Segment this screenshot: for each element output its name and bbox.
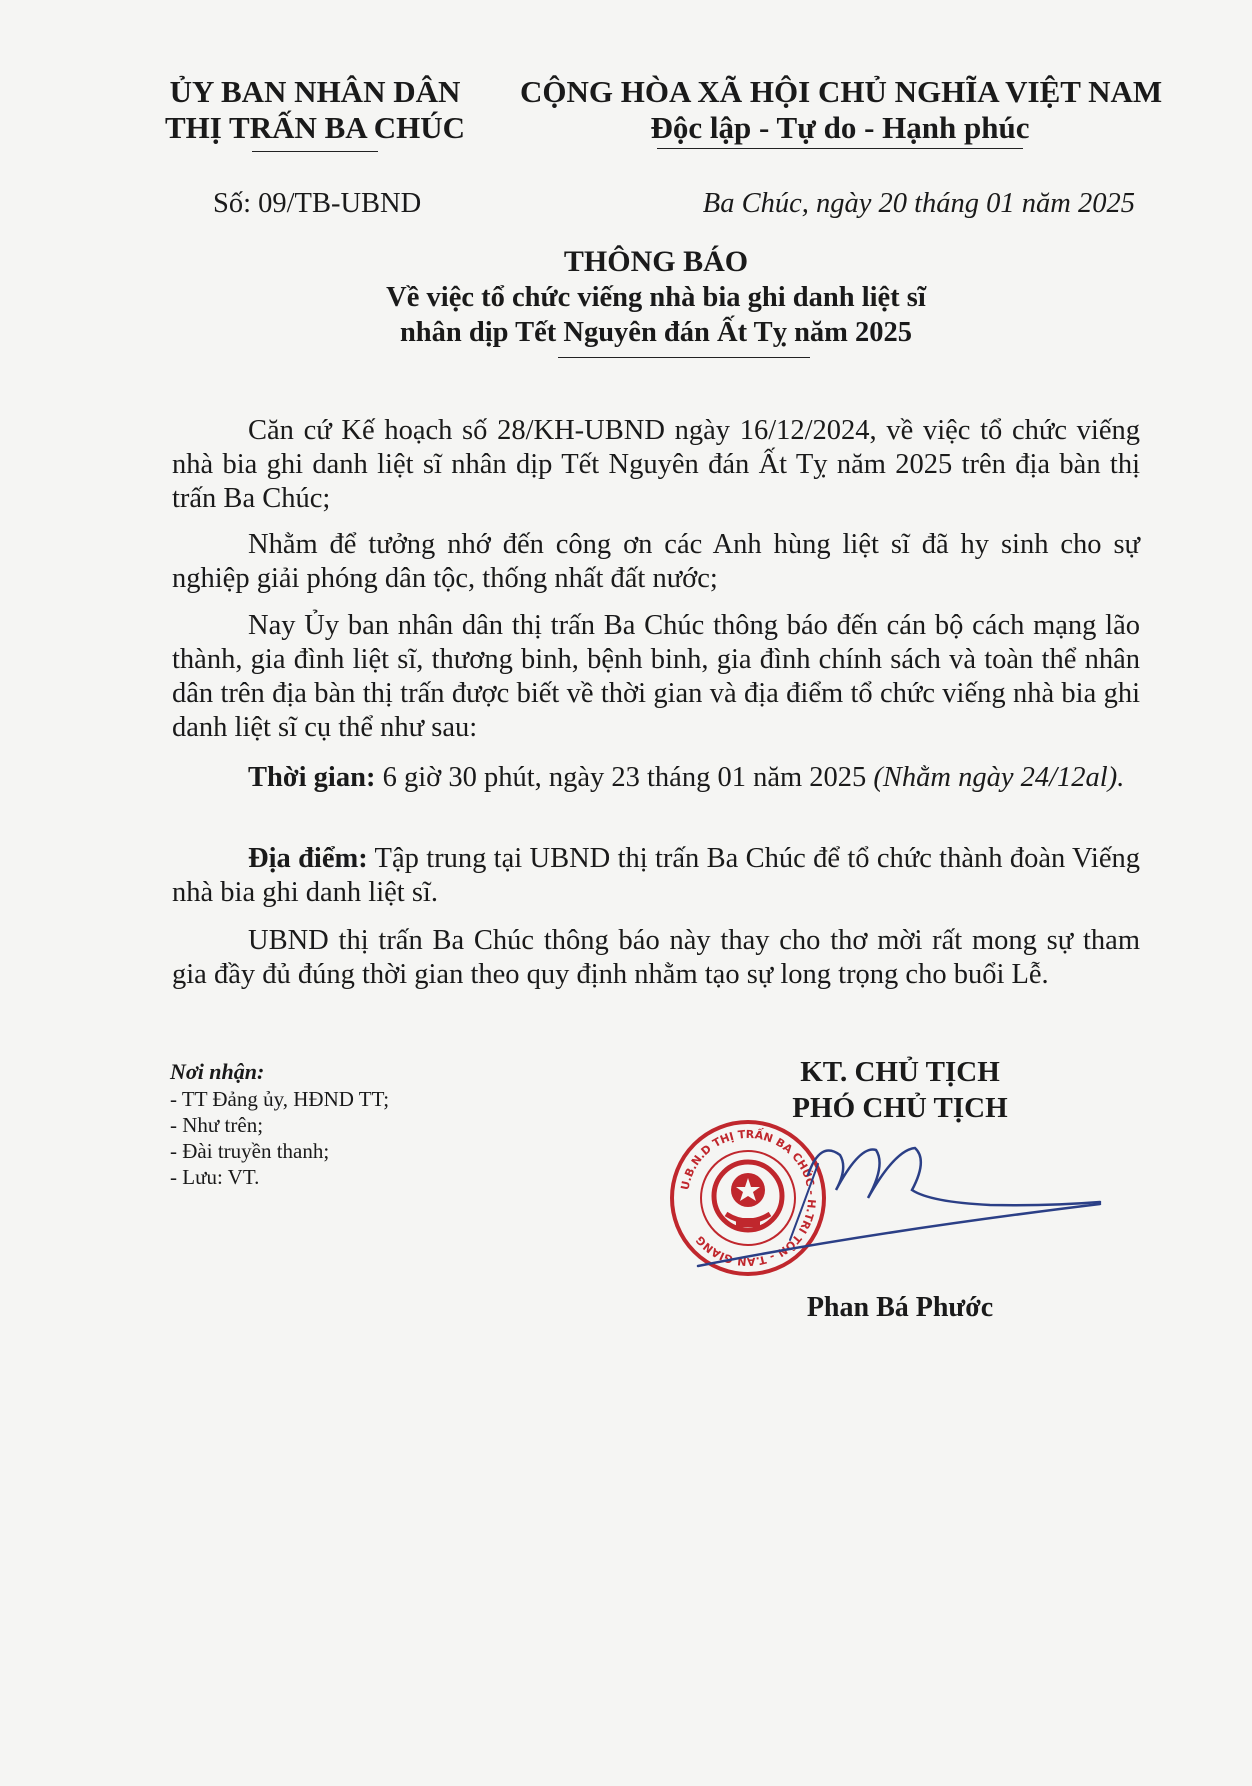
- body-paragraph-1: [172, 414, 1140, 516]
- announcement-text: Nay Ủy ban nhân dân thị trấn Ba Chúc thông báo đến cán bộ cách mạng lão thành, gia đình liệt sĩ, thương binh, bệnh binh, gia đình chính sách và toàn thể nhân dân trên địa bàn thị trấn được biết về thời gian và địa điểm tổ chức viếng nhà bia ghi danh liệt sĩ cụ thể như sau:: [172, 610, 1140, 743]
- signer-title-line2: PHÓ CHỦ TỊCH: [792, 1092, 1008, 1124]
- national-title: CỘNG HÒA XÃ HỘI CHỦ NGHĨA VIỆT NAM: [520, 74, 1163, 109]
- time-label: Thời gian:: [248, 762, 376, 793]
- signer-name: Phan Bá Phước: [806, 1292, 994, 1323]
- agency-name-line2: THỊ TRẤN BA CHÚC: [164, 110, 465, 145]
- legal-basis-text: Căn cứ Kế hoạch số 28/KH-UBND ngày 16/12/2024, về việc tổ chức viếng nhà bia ghi danh liệt sĩ nhân dịp Tết Nguyên đán Ất Tỵ năm 2025 trên địa bàn thị trấn Ba Chúc;: [172, 415, 1140, 514]
- place-and-date: Ba Chúc, ngày 20 tháng 01 năm 2025: [702, 188, 1135, 219]
- body-paragraph-3: [172, 609, 1140, 745]
- time-paragraph: [172, 761, 1140, 795]
- document-title: THÔNG BÁO: [563, 245, 749, 278]
- purpose-text: Nhằm để tưởng nhớ đến công ơn các Anh hùng liệt sĩ đã hy sinh cho sự nghiệp giải phóng dân tộc, thống nhất đất nước;: [172, 529, 1140, 594]
- recipient-item: - TT Đảng ủy, HĐND TT;: [170, 1087, 390, 1111]
- recipient-item: - Như trên;: [170, 1113, 264, 1137]
- document-number: Số: 09/TB-UBND: [213, 188, 422, 219]
- place-label: Địa điểm:: [248, 843, 368, 874]
- recipients-label: Nơi nhận:: [170, 1059, 265, 1084]
- seal-ring-text: U.B.N.D THỊ TRẤN BA CHÚC - H.TRI TÔN - T.AN GIANG: [678, 1127, 819, 1269]
- closing-text: UBND thị trấn Ba Chúc thông báo này thay cho thơ mời rất mong sự tham gia đầy đủ đúng thời gian theo quy định nhằm tạo sự long trọng cho buổi Lễ.: [172, 925, 1140, 990]
- time-value: 6 giờ 30 phút, ngày 23 tháng 01 năm 2025: [375, 762, 874, 793]
- closing-paragraph: [172, 924, 1140, 992]
- signer-title-line1: KT. CHỦ TỊCH: [800, 1056, 1000, 1088]
- agency-name-line1: ỦY BAN NHÂN DÂN: [169, 74, 461, 109]
- title-underline: [558, 357, 810, 358]
- time-lunar-note: (Nhằm ngày 24/12al).: [873, 762, 1125, 793]
- place-value: Tập trung tại UBND thị trấn Ba Chúc để tổ chức thành đoàn Viếng nhà bia ghi danh liệt sĩ.: [172, 843, 1140, 908]
- recipient-item: - Đài truyền thanh;: [170, 1139, 330, 1163]
- place-paragraph: [172, 842, 1140, 910]
- recipients-block: [170, 1058, 389, 1190]
- national-motto: Độc lập - Tự do - Hạnh phúc: [650, 110, 1030, 145]
- motto-underline: [657, 148, 1023, 149]
- agency-underline: [252, 151, 378, 152]
- body-paragraph-2: [172, 528, 1140, 596]
- handwritten-signature: [690, 1120, 1110, 1270]
- document-subject-line2: nhân dịp Tết Nguyên đán Ất Tỵ năm 2025: [399, 317, 913, 348]
- recipient-item: - Lưu: VT.: [170, 1165, 260, 1189]
- document-subject-line1: Về việc tổ chức viếng nhà bia ghi danh liệt sĩ: [386, 282, 926, 313]
